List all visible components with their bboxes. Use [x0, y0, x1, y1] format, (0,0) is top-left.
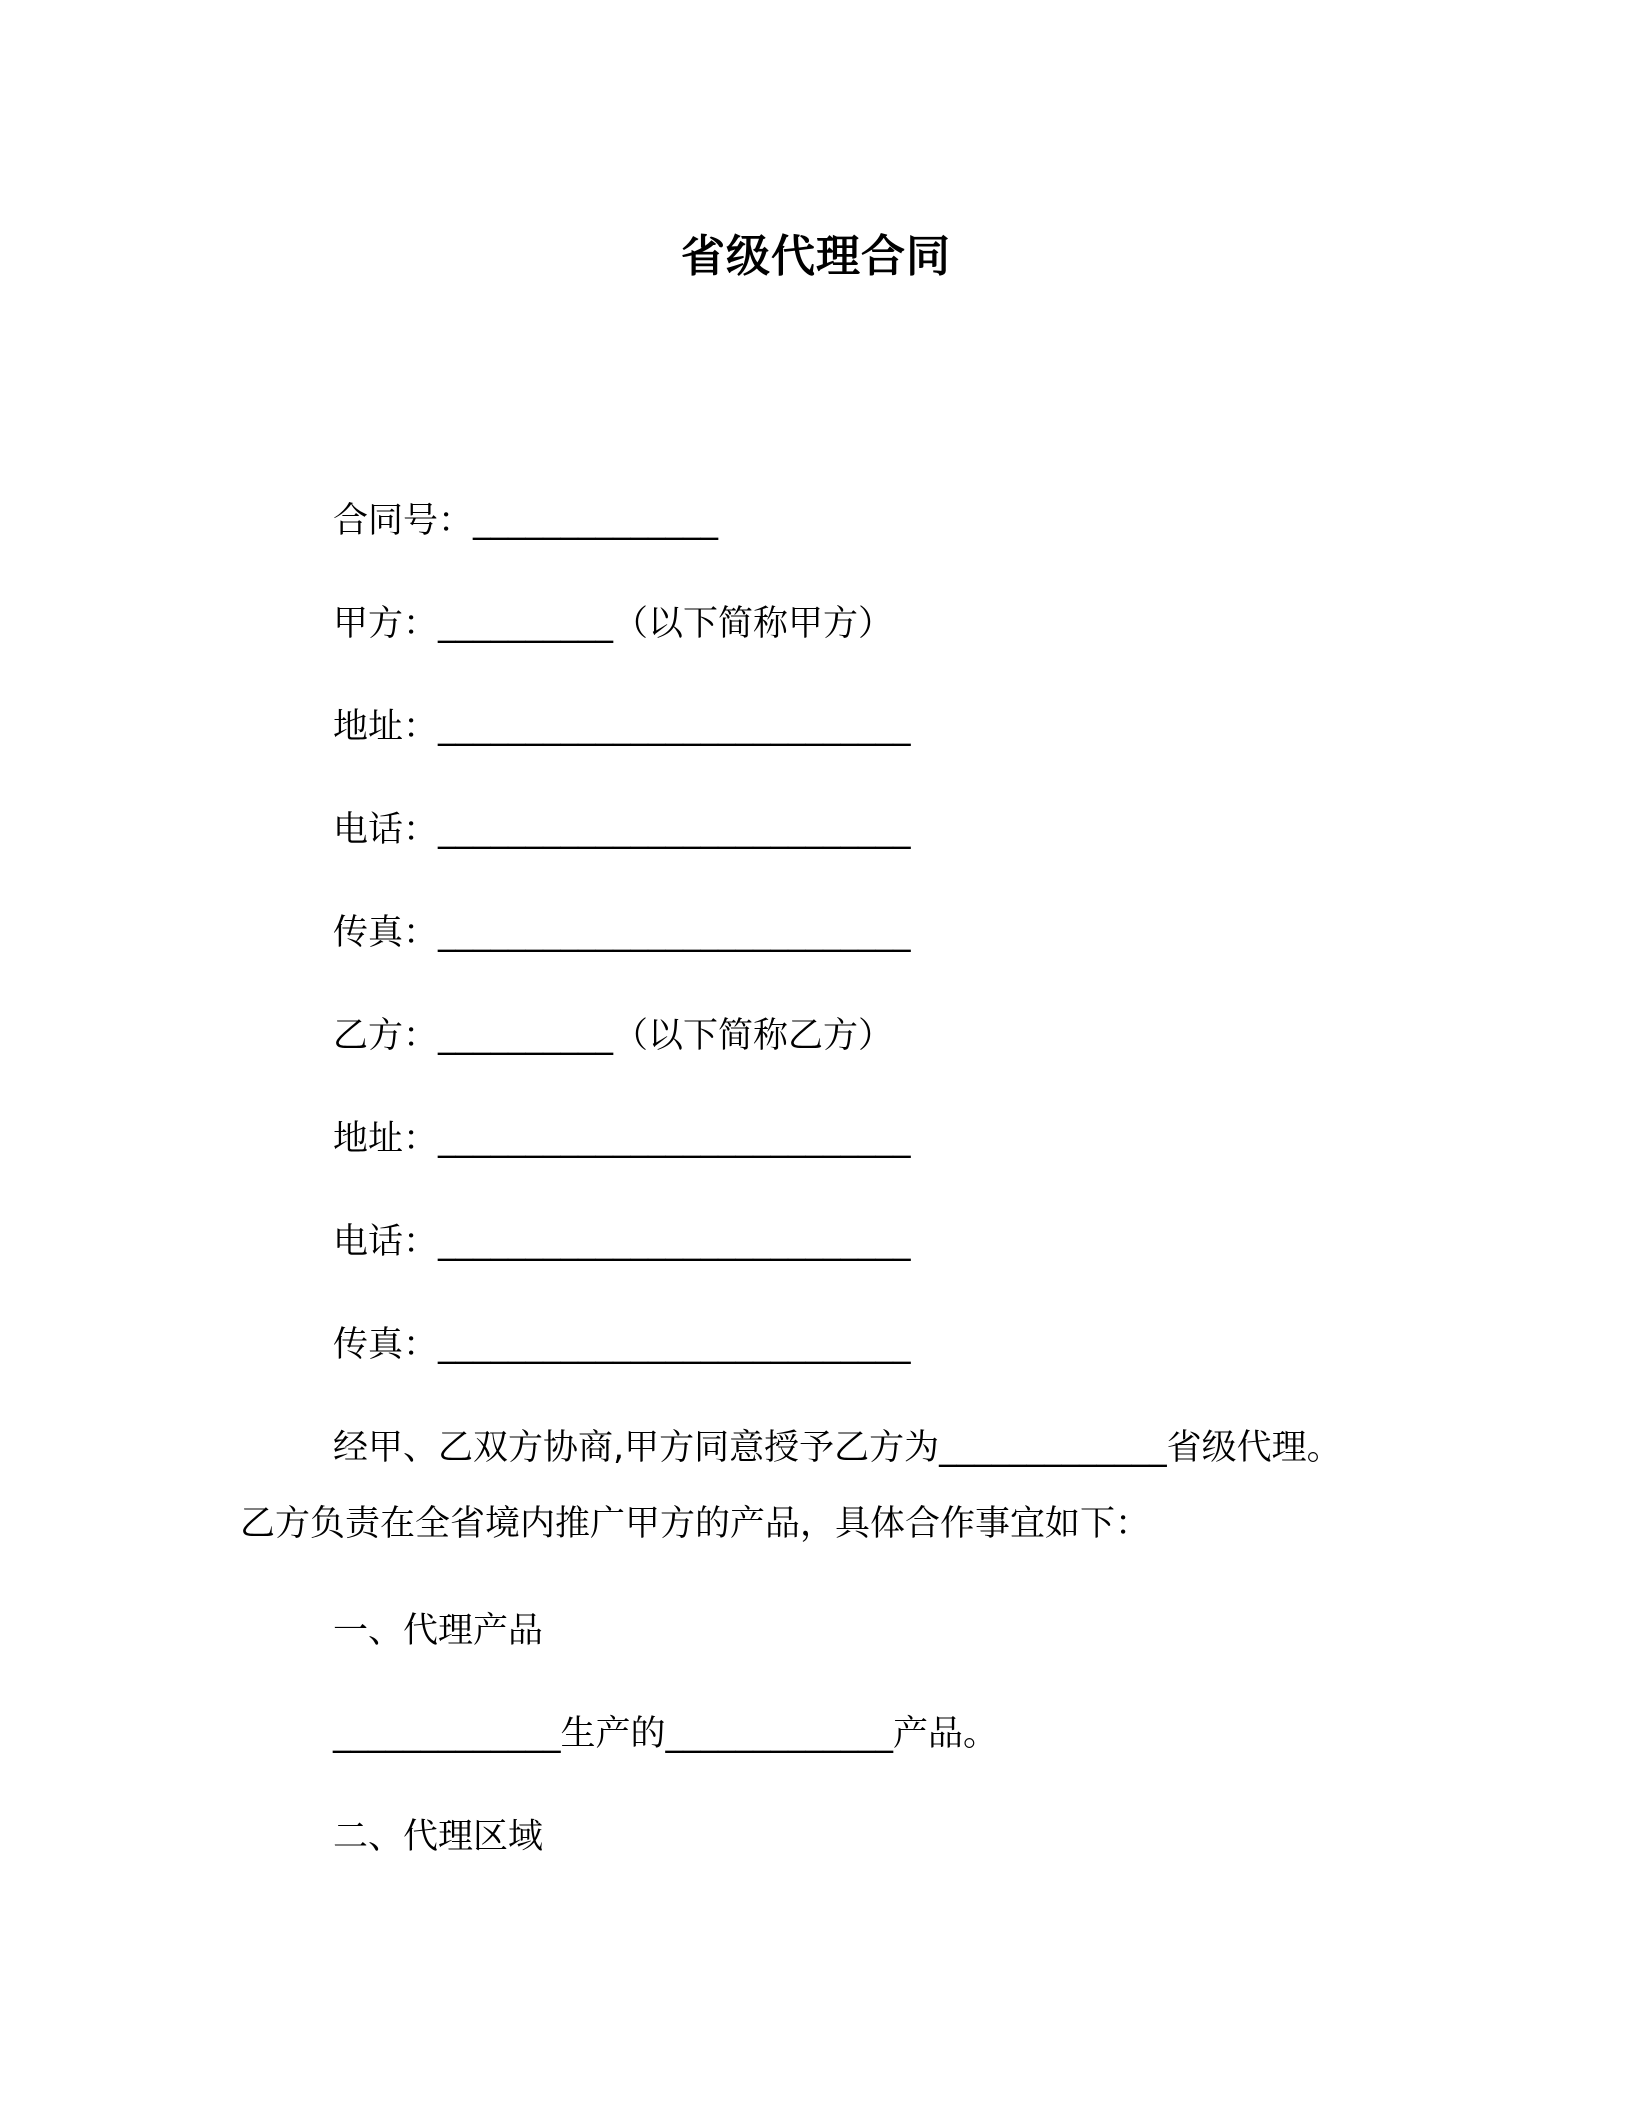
party-a-address-field: 地址：___________________________ [333, 707, 911, 747]
party-b-address-field: 地址：___________________________ [333, 1119, 911, 1159]
intro-line-2: 乙方负责在全省境内推广甲方的产品，具体合作事宜如下： [240, 1504, 1151, 1544]
party-a-phone-field: 电话：___________________________ [333, 810, 911, 850]
section-1-heading: 一、代理产品 [333, 1611, 544, 1651]
document-title: 省级代理合同 [681, 231, 951, 282]
party-b-fax-field: 传真：___________________________ [333, 1325, 911, 1365]
contract-number-field: 合同号：______________ [333, 501, 719, 541]
party-b-field: 乙方：__________（以下简称乙方） [333, 1016, 894, 1056]
intro-line-1: 经甲、乙双方协商,甲方同意授予乙方为_____________省级代理。 [333, 1428, 1342, 1468]
party-a-fax-field: 传真：___________________________ [333, 913, 911, 953]
party-a-field: 甲方：__________（以下简称甲方） [333, 604, 894, 644]
intro-paragraph [240, 1423, 1420, 1549]
party-b-phone-field: 电话：___________________________ [333, 1222, 911, 1262]
section-2-heading: 二、代理区域 [333, 1817, 544, 1857]
section-1-text: _____________生产的_____________产品。 [333, 1714, 999, 1754]
